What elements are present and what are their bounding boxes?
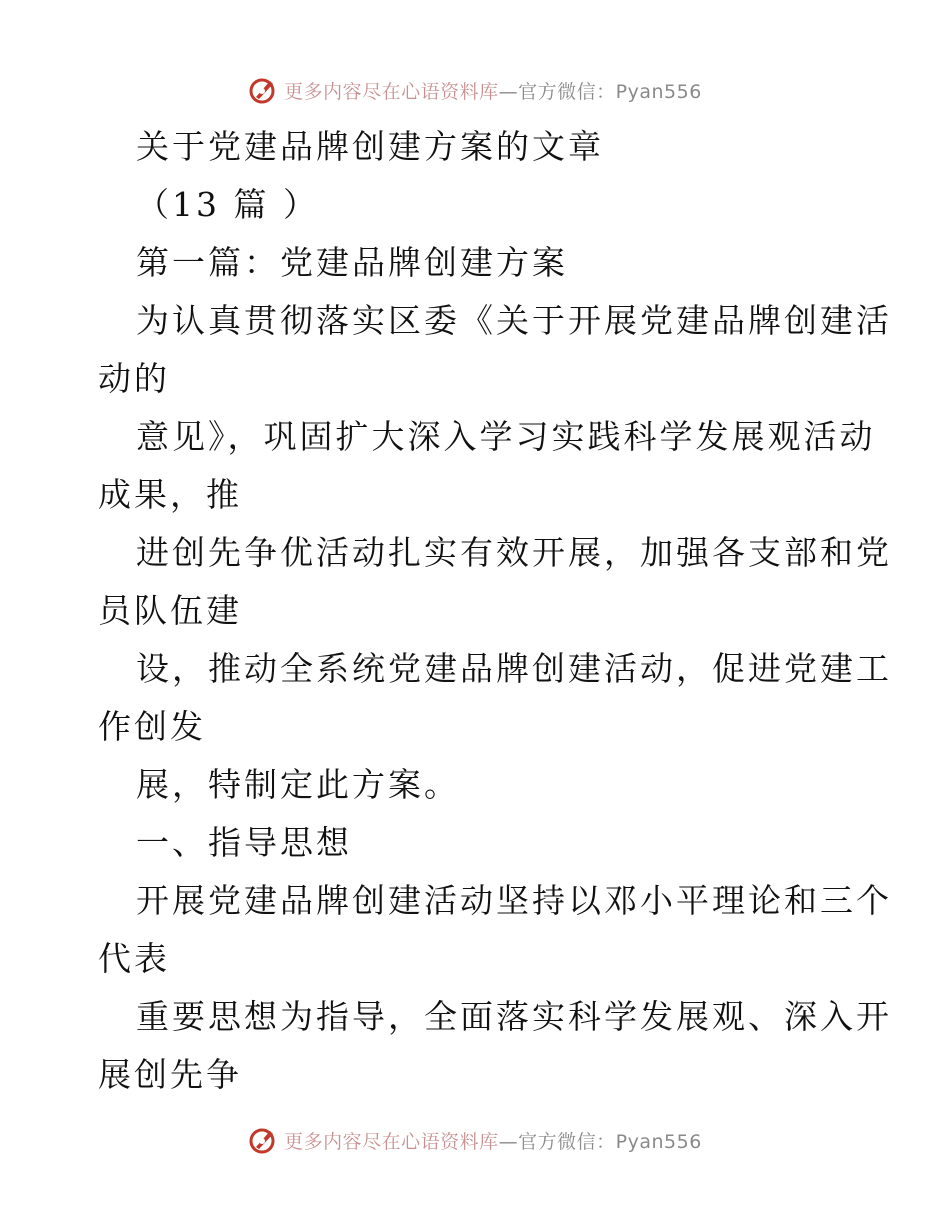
watermark-text: [284, 1127, 702, 1154]
paragraph-line: 重要思想为指导，全面落实科学发展观、深入开: [136, 997, 892, 1036]
watermark-wechat-text: 官方微信：Pyan556: [518, 80, 702, 103]
paragraph-line: 设，推动全系统党建品牌创建活动，促进党建工: [136, 649, 892, 688]
paragraph-line: 为认真贯彻落实区委《关于开展党建品牌创建活: [136, 301, 892, 340]
watermark-site-text: 更多内容尽在心语资料库: [284, 80, 499, 103]
document-body: [98, 118, 892, 1104]
chapter-heading: 第一篇：党建品牌创建方案: [136, 243, 568, 282]
paragraph-line: 展创先争: [98, 1055, 242, 1094]
watermark-header: [0, 70, 950, 110]
document-title: 关于党建品牌创建方案的文章: [136, 127, 604, 166]
section-heading: 一、指导思想: [136, 823, 352, 862]
watermark-wechat-text: 官方微信：Pyan556: [518, 1130, 702, 1153]
paragraph-line: 成果，推: [98, 475, 242, 514]
quill-logo-icon: [248, 1125, 278, 1155]
quill-logo-icon: [248, 75, 278, 105]
document-count: （13 篇 ）: [136, 185, 319, 224]
watermark-text: [284, 77, 702, 104]
paragraph-line: 意见》，巩固扩大深入学习实践科学发展观活动: [136, 417, 876, 456]
paragraph-line: 动的: [98, 359, 170, 398]
paragraph-line: 进创先争优活动扎实有效开展，加强各支部和党: [136, 533, 892, 572]
paragraph-line: 开展党建品牌创建活动坚持以邓小平理论和三个: [136, 881, 892, 920]
watermark-footer: [0, 1120, 950, 1160]
watermark-separator: —: [498, 80, 519, 103]
paragraph-line: 员队伍建: [98, 591, 242, 630]
watermark-site-text: 更多内容尽在心语资料库: [284, 1130, 499, 1153]
paragraph-line: 展，特制定此方案。: [136, 765, 460, 804]
paragraph-line: 作创发: [98, 707, 206, 746]
watermark-separator: —: [498, 1130, 519, 1153]
paragraph-line: 代表: [98, 939, 170, 978]
